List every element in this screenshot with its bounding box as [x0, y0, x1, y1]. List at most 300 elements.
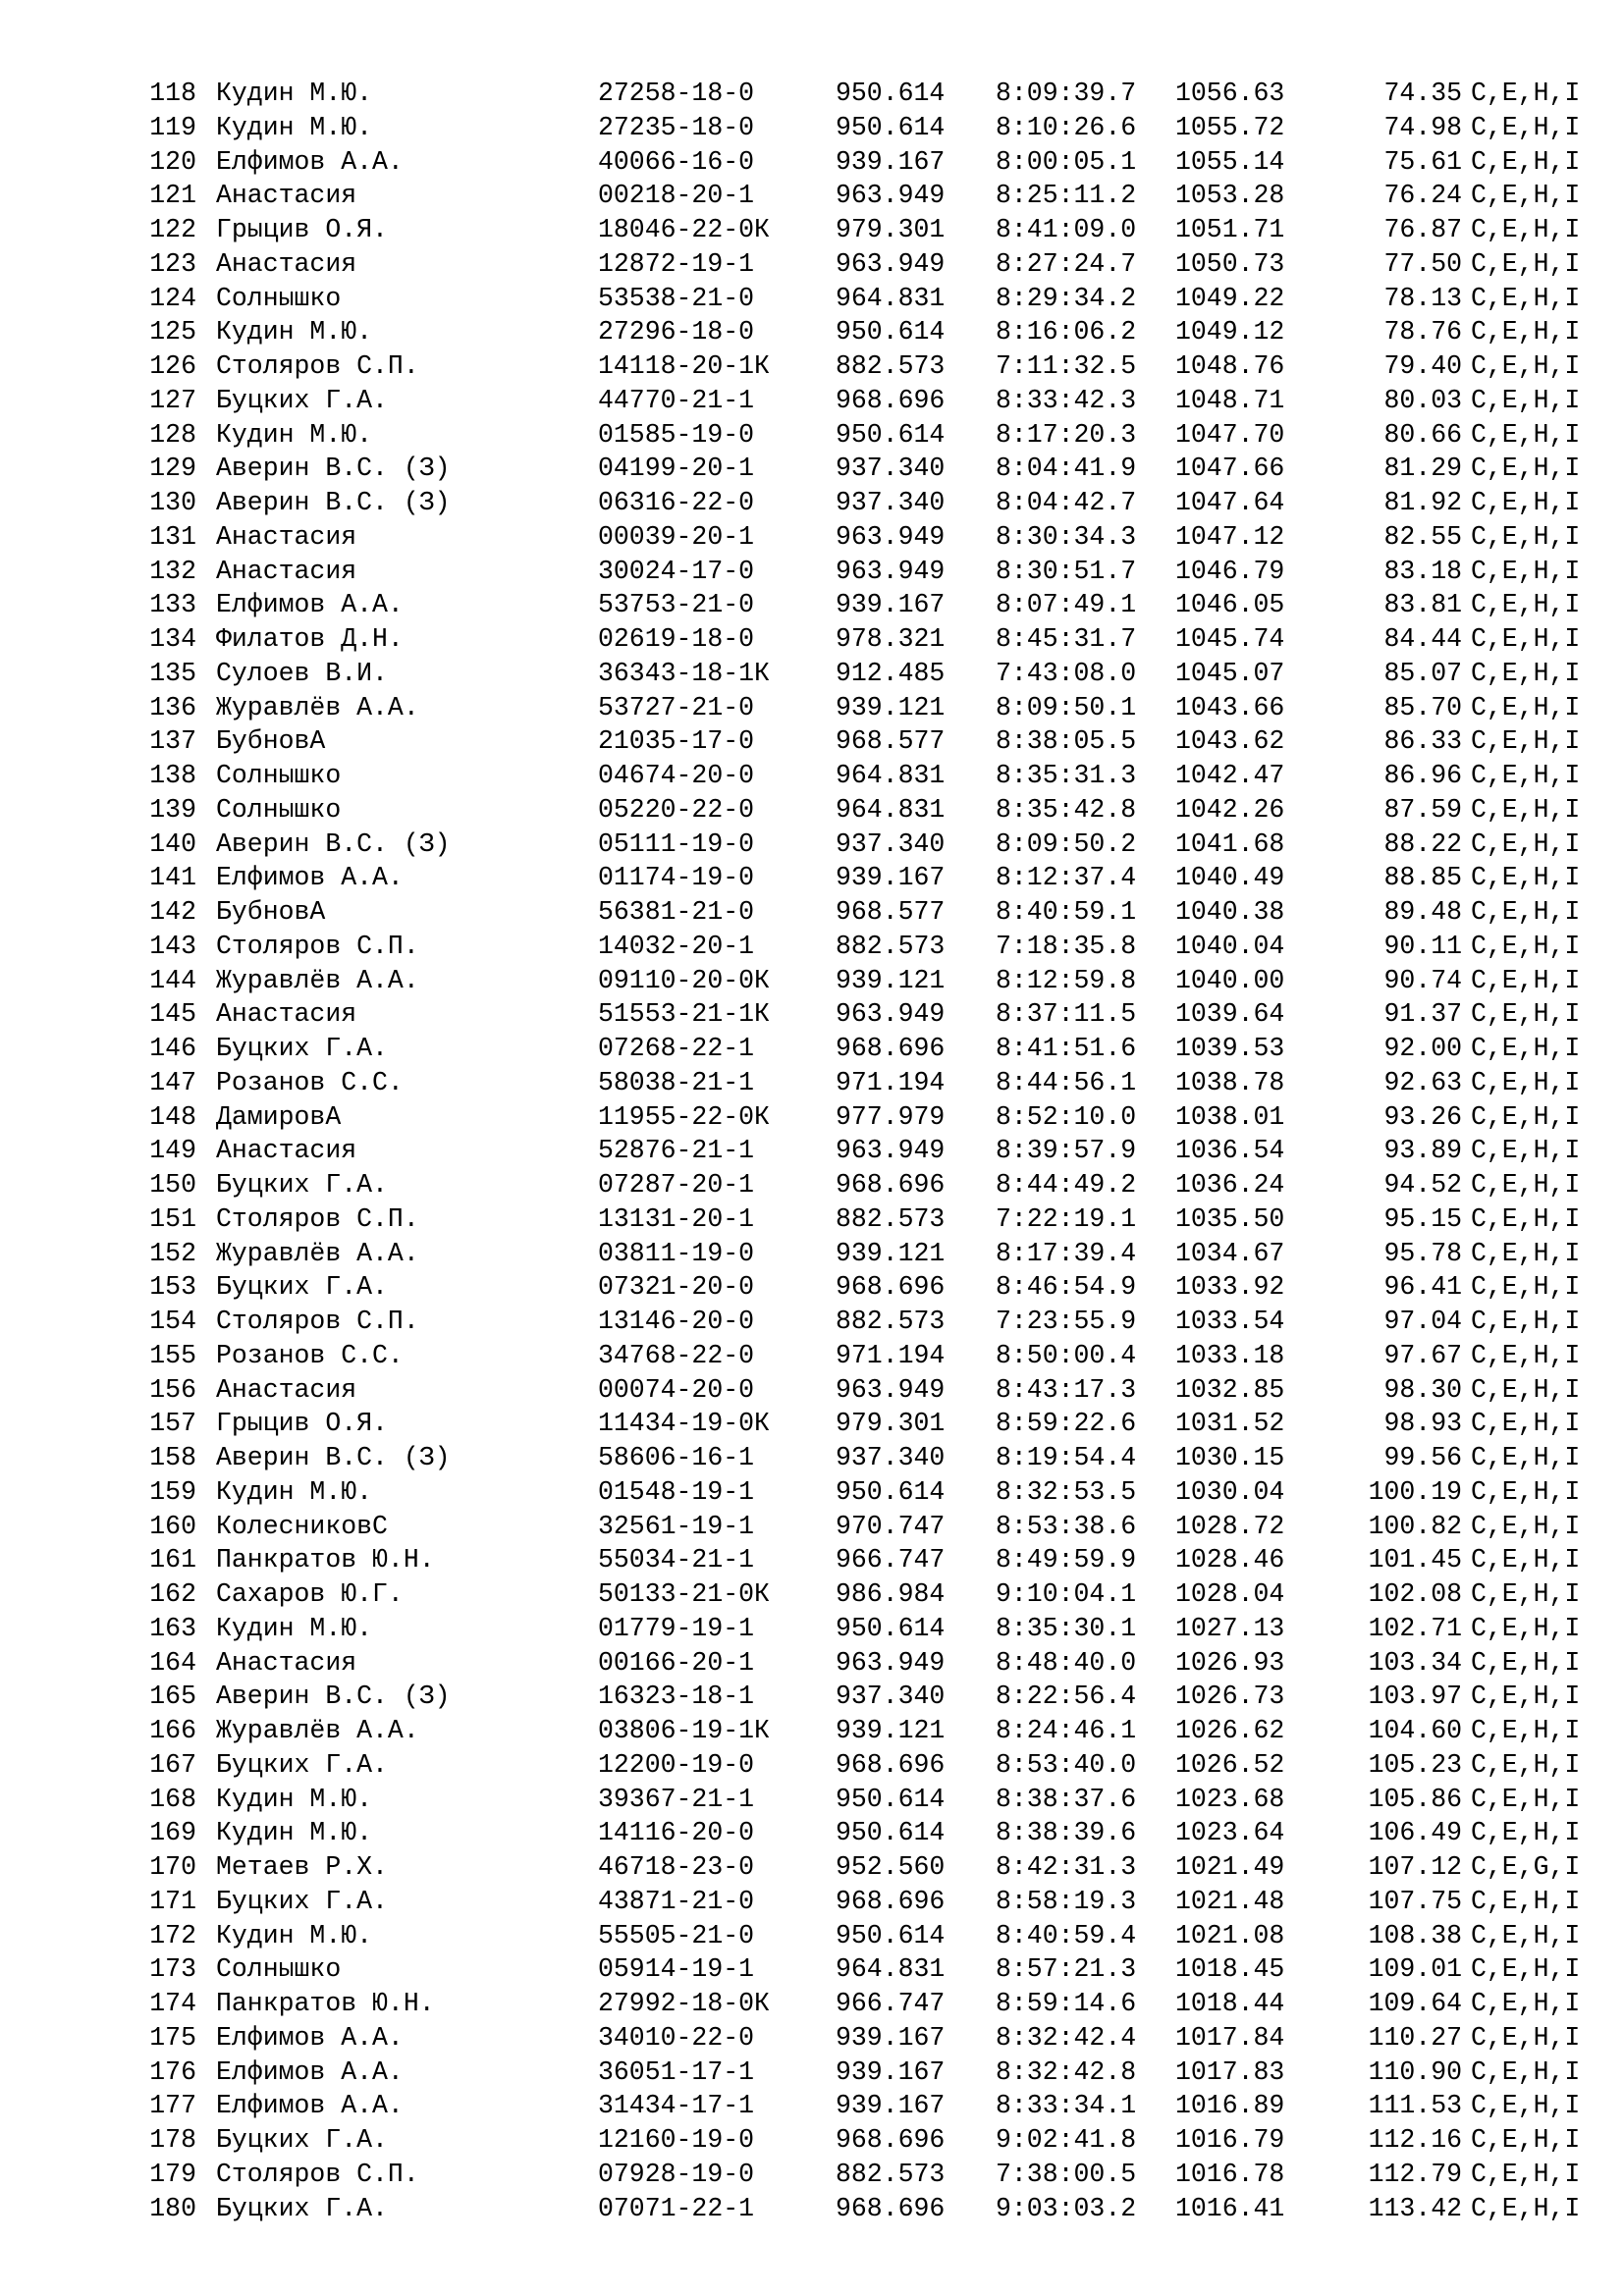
row-name: Буцких Г.А. [216, 1034, 388, 1063]
row-ring-number: 50133-21-0К [598, 1579, 770, 1609]
row-groups: C,E,H,I [1471, 931, 1581, 961]
row-groups: C,E,H,I [1471, 1749, 1581, 1780]
row-position: 120 [149, 146, 196, 177]
row-position: 175 [149, 2022, 196, 2053]
table-row [145, 1714, 1579, 1748]
row-position: 162 [149, 1579, 196, 1609]
row-groups: C,E,H,I [1471, 1920, 1581, 1950]
row-name: Анастасия [216, 248, 357, 279]
row-distance: 963.949 [836, 1647, 946, 1678]
row-distance: 952.560 [836, 1852, 946, 1882]
row-name: Елфимов А.А. [216, 2091, 404, 2121]
row-position: 159 [149, 1476, 196, 1507]
row-ring-number: 44770-21-1 [598, 385, 755, 415]
table-row [145, 1543, 1579, 1577]
row-time: 8:59:22.6 [996, 1409, 1137, 1439]
table-row [145, 1407, 1579, 1441]
row-speed: 1030.15 [1175, 1443, 1285, 1472]
row-position: 154 [149, 1307, 196, 1336]
row-time: 8:29:34.2 [996, 283, 1137, 313]
row-speed: 1053.28 [1175, 181, 1285, 211]
row-distance: 939.167 [836, 2056, 946, 2087]
row-groups: C,E,H,I [1471, 248, 1581, 279]
row-name: Елфимов А.А. [216, 590, 404, 620]
row-time: 8:37:11.5 [996, 999, 1137, 1030]
row-speed: 1027.13 [1175, 1613, 1285, 1643]
row-distance: 968.696 [836, 1272, 946, 1303]
table-row [145, 1339, 1579, 1373]
row-name: Солнышко [216, 761, 342, 790]
row-groups: C,E,H,I [1471, 999, 1581, 1030]
row-speed: 1051.71 [1175, 215, 1285, 244]
row-coefficient: 85.07 [1383, 658, 1462, 688]
table-row [145, 1134, 1579, 1168]
row-ring-number: 31434-17-1 [598, 2091, 755, 2121]
row-speed: 1021.49 [1175, 1852, 1285, 1882]
row-speed: 1047.66 [1175, 454, 1285, 484]
row-groups: C,E,H,I [1471, 828, 1581, 859]
row-groups: C,E,H,I [1471, 2022, 1581, 2053]
row-distance: 963.949 [836, 1136, 946, 1166]
row-distance: 882.573 [836, 2159, 946, 2189]
row-coefficient: 107.75 [1368, 1886, 1462, 1916]
table-row [145, 2056, 1579, 2090]
row-ring-number: 53538-21-0 [598, 283, 755, 313]
row-groups: C,E,H,I [1471, 385, 1581, 415]
row-position: 123 [149, 248, 196, 279]
row-time: 8:38:05.5 [996, 726, 1137, 757]
row-groups: C,E,H,I [1471, 1272, 1581, 1303]
results-table [145, 77, 1579, 2225]
row-coefficient: 103.97 [1368, 1682, 1462, 1712]
row-name: Панкратов Ю.Н. [216, 1989, 435, 2018]
row-name: Журавлёв А.А. [216, 1716, 419, 1745]
row-distance: 964.831 [836, 794, 946, 825]
row-coefficient: 104.60 [1368, 1716, 1462, 1745]
row-speed: 1031.52 [1175, 1409, 1285, 1439]
row-speed: 1021.08 [1175, 1920, 1285, 1950]
table-row [145, 282, 1579, 316]
row-distance: 939.167 [836, 2091, 946, 2121]
row-ring-number: 55505-21-0 [598, 1920, 755, 1950]
row-distance: 950.614 [836, 317, 946, 347]
row-speed: 1040.38 [1175, 897, 1285, 927]
row-coefficient: 80.03 [1383, 385, 1462, 415]
row-ring-number: 07071-22-1 [598, 2193, 755, 2223]
row-ring-number: 04199-20-1 [598, 454, 755, 484]
row-coefficient: 76.87 [1383, 215, 1462, 244]
row-position: 143 [149, 931, 196, 961]
row-time: 8:48:40.0 [996, 1647, 1137, 1678]
row-ring-number: 00218-20-1 [598, 181, 755, 211]
row-time: 7:38:00.5 [996, 2159, 1137, 2189]
table-row [145, 1850, 1579, 1885]
row-ring-number: 06316-22-0 [598, 488, 755, 517]
table-row [145, 384, 1579, 418]
row-name: Журавлёв А.А. [216, 692, 419, 722]
row-groups: C,E,H,I [1471, 556, 1581, 586]
row-position: 138 [149, 761, 196, 790]
row-position: 145 [149, 999, 196, 1030]
row-ring-number: 55034-21-1 [598, 1545, 755, 1575]
row-name: БубновА [216, 726, 326, 757]
table-row [145, 1612, 1579, 1646]
row-name: Столяров С.П. [216, 1307, 419, 1336]
row-groups: C,E,H,I [1471, 1203, 1581, 1234]
table-row [145, 1680, 1579, 1714]
table-row [145, 1168, 1579, 1202]
row-speed: 1026.93 [1175, 1647, 1285, 1678]
row-groups: C,E,H,I [1471, 624, 1581, 654]
row-speed: 1016.78 [1175, 2159, 1285, 2189]
row-ring-number: 07287-20-1 [598, 1170, 755, 1200]
row-distance: 979.301 [836, 1409, 946, 1439]
row-position: 166 [149, 1716, 196, 1745]
row-groups: C,E,H,I [1471, 454, 1581, 484]
row-ring-number: 07268-22-1 [598, 1034, 755, 1063]
row-time: 8:27:24.7 [996, 248, 1137, 279]
row-distance: 950.614 [836, 79, 946, 108]
row-time: 8:49:59.9 [996, 1545, 1137, 1575]
row-speed: 1050.73 [1175, 248, 1285, 279]
row-position: 152 [149, 1238, 196, 1268]
row-time: 8:30:51.7 [996, 556, 1137, 586]
row-name: Столяров С.П. [216, 351, 419, 381]
row-ring-number: 14032-20-1 [598, 931, 755, 961]
row-coefficient: 74.35 [1383, 79, 1462, 108]
row-position: 131 [149, 521, 196, 552]
row-distance: 950.614 [836, 419, 946, 450]
row-coefficient: 84.44 [1383, 624, 1462, 654]
row-time: 8:30:34.3 [996, 521, 1137, 552]
row-time: 8:45:31.7 [996, 624, 1137, 654]
row-ring-number: 13146-20-0 [598, 1307, 755, 1336]
row-time: 8:32:53.5 [996, 1476, 1137, 1507]
row-distance: 979.301 [836, 215, 946, 244]
row-coefficient: 93.26 [1383, 1101, 1462, 1132]
row-speed: 1017.84 [1175, 2022, 1285, 2053]
row-name: Кудин М.Ю. [216, 1784, 373, 1814]
row-time: 8:10:26.6 [996, 112, 1137, 142]
row-coefficient: 112.16 [1368, 2125, 1462, 2155]
row-groups: C,E,H,I [1471, 283, 1581, 313]
row-time: 8:04:42.7 [996, 488, 1137, 517]
row-position: 173 [149, 1954, 196, 1985]
row-position: 156 [149, 1374, 196, 1405]
row-position: 121 [149, 181, 196, 211]
row-groups: C,E,H,I [1471, 1443, 1581, 1472]
row-ring-number: 36051-17-1 [598, 2056, 755, 2087]
row-groups: C,E,H,I [1471, 1034, 1581, 1063]
table-row [145, 418, 1579, 453]
row-distance: 964.831 [836, 761, 946, 790]
row-distance: 963.949 [836, 1374, 946, 1405]
row-coefficient: 88.22 [1383, 828, 1462, 859]
row-coefficient: 98.30 [1383, 1374, 1462, 1405]
row-time: 7:11:32.5 [996, 351, 1137, 381]
row-name: Кудин М.Ю. [216, 112, 373, 142]
row-time: 8:40:59.1 [996, 897, 1137, 927]
row-position: 177 [149, 2091, 196, 2121]
row-name: Розанов С.С. [216, 1340, 404, 1370]
table-row [145, 930, 1579, 964]
row-distance: 939.167 [836, 863, 946, 893]
row-speed: 1030.04 [1175, 1476, 1285, 1507]
row-groups: C,E,H,I [1471, 1989, 1581, 2018]
row-name: Анастасия [216, 1374, 357, 1405]
row-distance: 968.696 [836, 1886, 946, 1916]
row-time: 8:00:05.1 [996, 146, 1137, 177]
row-position: 118 [149, 79, 196, 108]
row-groups: C,E,H,I [1471, 2193, 1581, 2223]
row-distance: 882.573 [836, 931, 946, 961]
row-distance: 963.949 [836, 521, 946, 552]
row-distance: 882.573 [836, 1203, 946, 1234]
row-time: 7:43:08.0 [996, 658, 1137, 688]
row-speed: 1048.71 [1175, 385, 1285, 415]
row-ring-number: 27235-18-0 [598, 112, 755, 142]
table-row [145, 1748, 1579, 1783]
row-ring-number: 21035-17-0 [598, 726, 755, 757]
row-name: ДамировА [216, 1101, 342, 1132]
row-groups: C,E,H,I [1471, 181, 1581, 211]
row-time: 8:09:50.2 [996, 828, 1137, 859]
row-coefficient: 81.92 [1383, 488, 1462, 517]
row-coefficient: 90.11 [1383, 931, 1462, 961]
row-groups: C,E,H,I [1471, 2091, 1581, 2121]
table-row [145, 452, 1579, 486]
row-position: 133 [149, 590, 196, 620]
row-name: КолесниковС [216, 1511, 388, 1541]
row-distance: 970.747 [836, 1511, 946, 1541]
row-name: Елфимов А.А. [216, 863, 404, 893]
row-speed: 1045.74 [1175, 624, 1285, 654]
row-groups: C,E,H,I [1471, 1101, 1581, 1132]
row-name: Буцких Г.А. [216, 385, 388, 415]
table-row [145, 997, 1579, 1032]
row-position: 137 [149, 726, 196, 757]
row-time: 8:32:42.8 [996, 2056, 1137, 2087]
row-name: Кудин М.Ю. [216, 79, 373, 108]
table-row [145, 315, 1579, 349]
row-distance: 966.747 [836, 1989, 946, 2018]
row-distance: 971.194 [836, 1067, 946, 1097]
row-position: 150 [149, 1170, 196, 1200]
row-speed: 1046.05 [1175, 590, 1285, 620]
row-distance: 937.340 [836, 454, 946, 484]
table-row [145, 724, 1579, 759]
row-time: 8:12:37.4 [996, 863, 1137, 893]
row-distance: 882.573 [836, 1307, 946, 1336]
row-speed: 1032.85 [1175, 1374, 1285, 1405]
row-groups: C,E,H,I [1471, 658, 1581, 688]
row-coefficient: 89.48 [1383, 897, 1462, 927]
row-ring-number: 52876-21-1 [598, 1136, 755, 1166]
row-ring-number: 01585-19-0 [598, 419, 755, 450]
row-groups: C,E,H,I [1471, 1374, 1581, 1405]
row-position: 149 [149, 1136, 196, 1166]
row-distance: 882.573 [836, 351, 946, 381]
row-ring-number: 05220-22-0 [598, 794, 755, 825]
row-groups: C,E,H,I [1471, 897, 1581, 927]
row-coefficient: 97.67 [1383, 1340, 1462, 1370]
row-speed: 1018.44 [1175, 1989, 1285, 2018]
row-speed: 1039.64 [1175, 999, 1285, 1030]
row-name: Буцких Г.А. [216, 1749, 388, 1780]
row-ring-number: 18046-22-0К [598, 215, 770, 244]
row-groups: C,E,H,I [1471, 1307, 1581, 1336]
row-position: 155 [149, 1340, 196, 1370]
row-coefficient: 109.01 [1368, 1954, 1462, 1985]
table-row [145, 1952, 1579, 1987]
row-groups: C,E,H,I [1471, 794, 1581, 825]
table-row [145, 1577, 1579, 1612]
row-distance: 939.167 [836, 590, 946, 620]
row-ring-number: 07321-20-0 [598, 1272, 755, 1303]
row-groups: C,E,H,I [1471, 1238, 1581, 1268]
row-distance: 968.696 [836, 1749, 946, 1780]
row-position: 174 [149, 1989, 196, 2018]
row-coefficient: 110.90 [1368, 2056, 1462, 2087]
row-name: Елфимов А.А. [216, 2056, 404, 2087]
row-ring-number: 12872-19-1 [598, 248, 755, 279]
row-groups: C,E,H,I [1471, 146, 1581, 177]
row-coefficient: 91.37 [1383, 999, 1462, 1030]
row-ring-number: 36343-18-1К [598, 658, 770, 688]
table-row [145, 555, 1579, 589]
row-name: БубновА [216, 897, 326, 927]
row-speed: 1047.12 [1175, 521, 1285, 552]
row-position: 165 [149, 1682, 196, 1712]
row-ring-number: 05111-19-0 [598, 828, 755, 859]
row-name: Кудин М.Ю. [216, 1920, 373, 1950]
row-speed: 1039.53 [1175, 1034, 1285, 1063]
row-coefficient: 75.61 [1383, 146, 1462, 177]
table-row [145, 759, 1579, 793]
table-row [145, 895, 1579, 930]
row-ring-number: 00039-20-1 [598, 521, 755, 552]
row-name: Столяров С.П. [216, 931, 419, 961]
row-time: 8:16:06.2 [996, 317, 1137, 347]
row-time: 8:57:21.3 [996, 1954, 1137, 1985]
row-groups: C,E,H,I [1471, 112, 1581, 142]
row-coefficient: 88.85 [1383, 863, 1462, 893]
row-time: 8:09:50.1 [996, 692, 1137, 722]
row-coefficient: 108.38 [1368, 1920, 1462, 1950]
row-speed: 1017.83 [1175, 2056, 1285, 2087]
row-ring-number: 03806-19-1К [598, 1716, 770, 1745]
row-position: 130 [149, 488, 196, 517]
row-position: 161 [149, 1545, 196, 1575]
row-speed: 1016.79 [1175, 2125, 1285, 2155]
row-groups: C,E,H,I [1471, 1647, 1581, 1678]
row-speed: 1040.04 [1175, 931, 1285, 961]
row-coefficient: 111.53 [1368, 2091, 1462, 2121]
row-position: 178 [149, 2125, 196, 2155]
row-coefficient: 92.63 [1383, 1067, 1462, 1097]
row-coefficient: 86.33 [1383, 726, 1462, 757]
row-distance: 971.194 [836, 1340, 946, 1370]
row-distance: 964.831 [836, 283, 946, 313]
row-distance: 939.121 [836, 965, 946, 995]
row-groups: C,E,H,I [1471, 521, 1581, 552]
row-time: 8:35:30.1 [996, 1613, 1137, 1643]
row-position: 172 [149, 1920, 196, 1950]
row-position: 151 [149, 1203, 196, 1234]
row-time: 8:46:54.9 [996, 1272, 1137, 1303]
row-ring-number: 34768-22-0 [598, 1340, 755, 1370]
row-time: 8:17:39.4 [996, 1238, 1137, 1268]
row-position: 135 [149, 658, 196, 688]
row-time: 8:33:42.3 [996, 385, 1137, 415]
row-time: 8:40:59.4 [996, 1920, 1137, 1950]
row-coefficient: 93.89 [1383, 1136, 1462, 1166]
row-groups: C,E,H,I [1471, 726, 1581, 757]
row-name: Аверин В.С. (З) [216, 1443, 451, 1472]
row-groups: C,E,H,I [1471, 317, 1581, 347]
table-row [145, 1475, 1579, 1510]
row-name: Анастасия [216, 181, 357, 211]
row-coefficient: 95.15 [1383, 1203, 1462, 1234]
row-coefficient: 85.70 [1383, 692, 1462, 722]
row-position: 125 [149, 317, 196, 347]
row-name: Кудин М.Ю. [216, 1613, 373, 1643]
row-name: Анастасия [216, 556, 357, 586]
row-name: Грыцив О.Я. [216, 1409, 388, 1439]
row-speed: 1047.70 [1175, 419, 1285, 450]
row-speed: 1038.01 [1175, 1101, 1285, 1132]
table-row [145, 1885, 1579, 1919]
row-name: Кудин М.Ю. [216, 419, 373, 450]
row-coefficient: 87.59 [1383, 794, 1462, 825]
row-distance: 937.340 [836, 1682, 946, 1712]
row-name: Аверин В.С. (З) [216, 828, 451, 859]
row-name: Буцких Г.А. [216, 2125, 388, 2155]
row-ring-number: 14118-20-1К [598, 351, 770, 381]
row-position: 168 [149, 1784, 196, 1814]
row-position: 122 [149, 215, 196, 244]
row-coefficient: 78.13 [1383, 283, 1462, 313]
row-position: 157 [149, 1409, 196, 1439]
row-time: 8:22:56.4 [996, 1682, 1137, 1712]
row-ring-number: 00166-20-1 [598, 1647, 755, 1678]
row-distance: 968.696 [836, 2193, 946, 2223]
row-speed: 1026.62 [1175, 1716, 1285, 1745]
table-row [145, 1237, 1579, 1271]
table-row [145, 588, 1579, 622]
row-distance: 939.167 [836, 2022, 946, 2053]
row-time: 9:03:03.2 [996, 2193, 1137, 2223]
row-distance: 950.614 [836, 1920, 946, 1950]
row-ring-number: 11955-22-0К [598, 1101, 770, 1132]
table-row [145, 1919, 1579, 1953]
row-speed: 1047.64 [1175, 488, 1285, 517]
row-position: 164 [149, 1647, 196, 1678]
row-name: Столяров С.П. [216, 2159, 419, 2189]
row-coefficient: 97.04 [1383, 1307, 1462, 1336]
row-groups: C,E,H,I [1471, 488, 1581, 517]
row-coefficient: 96.41 [1383, 1272, 1462, 1303]
row-speed: 1056.63 [1175, 79, 1285, 108]
row-name: Кудин М.Ю. [216, 1818, 373, 1848]
row-speed: 1041.68 [1175, 828, 1285, 859]
row-coefficient: 106.49 [1368, 1818, 1462, 1848]
row-ring-number: 13131-20-1 [598, 1203, 755, 1234]
table-row [145, 486, 1579, 520]
row-name: Аверин В.С. (З) [216, 1682, 451, 1712]
row-coefficient: 82.55 [1383, 521, 1462, 552]
row-name: Анастасия [216, 521, 357, 552]
